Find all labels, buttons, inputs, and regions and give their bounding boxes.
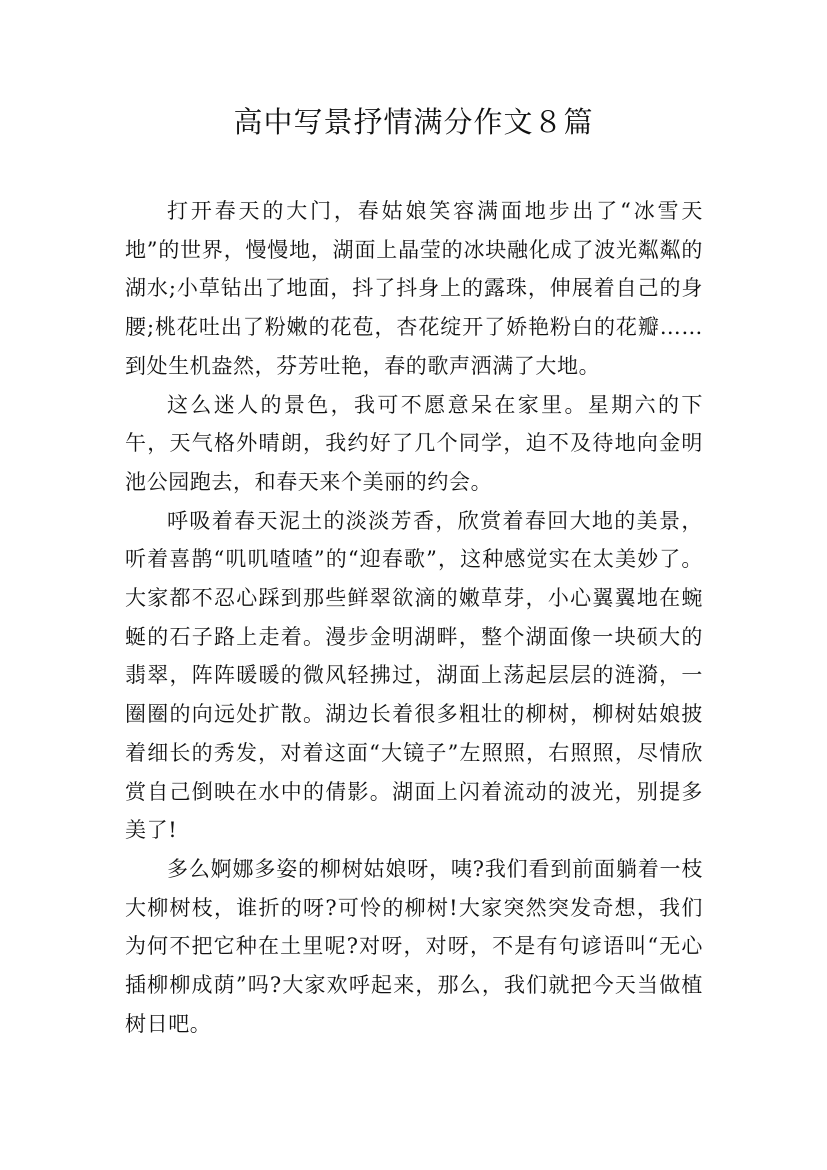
- paragraph-1: 打开春天的大门，春姑娘笑容满面地步出了“冰雪天地”的世界，慢慢地，湖面上晶莹的冰块融化成了波光粼粼的湖水;小草钻出了地面，抖了抖身上的露珠，伸展着自己的身腰;桃花吐出了粉嫩的花苞，杏花绽开了娇艳粉白的花瓣……到处生机盎然，芬芳吐艳，春的歌声洒满了大地。: [125, 199, 703, 378]
- paragraph-3: 呼吸着春天泥土的淡淡芳香，欣赏着春回大地的美景，听着喜鹊“叽叽喳喳”的“迎春歌”，这种感觉实在太美妙了。大家都不忍心踩到那些鲜翠欲滴的嫩草芽，小心翼翼地在蜿蜒的石子路上走着。漫步金明湖畔，整个湖面像一块硕大的翡翠，阵阵暖暖的微风轻拂过，湖面上荡起层层的涟漪，一圈圈的向远处扩散。湖边长着很多粗壮的柳树，柳树姑娘披着细长的秀发，对着这面“大镜子”左照照，右照照，尽情欣赏自己倒映在水中的倩影。湖面上闪着流动的波光，别提多美了!: [125, 508, 703, 843]
- document-body: [125, 192, 703, 1043]
- paragraph-2: 这么迷人的景色，我可不愿意呆在家里。星期六的下午，天气格外晴朗，我约好了几个同学，迫不及待地向金明池公园跑去，和春天来个美丽的约会。: [125, 392, 703, 494]
- document-title: 高中写景抒情满分作文８篇: [233, 105, 594, 139]
- paragraph-4: 多么婀娜多姿的柳树姑娘呀，咦?我们看到前面躺着一枝大柳树枝，谁折的呀?可怜的柳树!大家突然突发奇想，我们为何不把它种在土里呢?对呀，对呀，不是有句谚语叫“无心插柳柳成荫”吗?大家欢呼起来，那么，我们就把今天当做植树日吧。: [125, 856, 703, 1036]
